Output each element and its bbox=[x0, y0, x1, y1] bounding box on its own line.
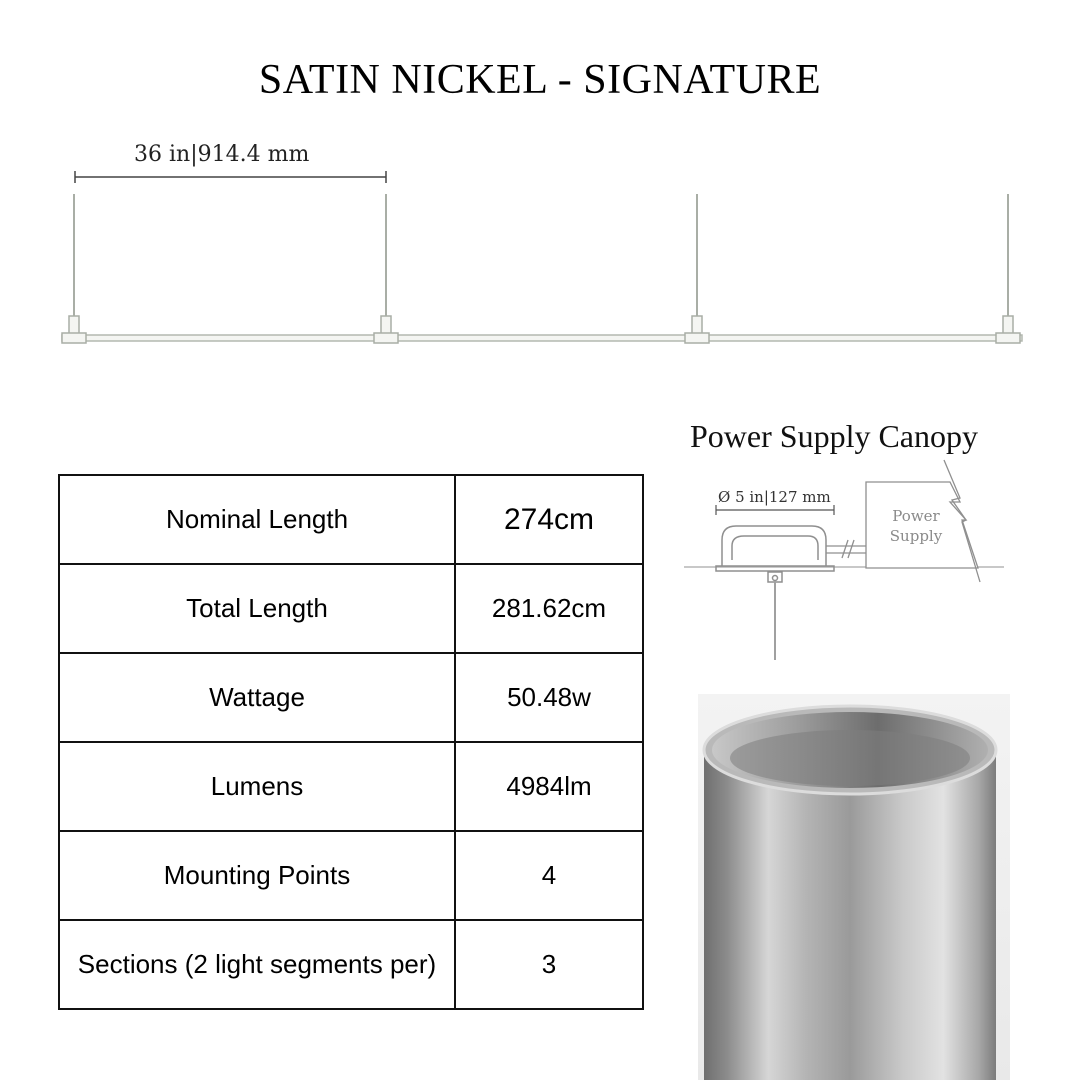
spec-value: 4984lm bbox=[455, 742, 643, 831]
spec-label: Sections (2 light segments per) bbox=[59, 920, 455, 1009]
spec-value: 3 bbox=[455, 920, 643, 1009]
power-supply-label: Power Supply bbox=[889, 507, 943, 545]
table-row bbox=[59, 475, 643, 564]
segment-dimension-label: 36 in|914.4 mm bbox=[134, 142, 310, 167]
table-row bbox=[59, 742, 643, 831]
table-row bbox=[59, 564, 643, 653]
canopy-title: Power Supply Canopy bbox=[690, 418, 978, 454]
spec-label: Nominal Length bbox=[59, 475, 455, 564]
spec-value: 50.48w bbox=[455, 653, 643, 742]
specs-table bbox=[58, 474, 644, 1010]
satin-nickel-finish-image bbox=[698, 694, 1010, 1080]
spec-value: 274cm bbox=[455, 475, 643, 564]
canopy-body bbox=[716, 526, 834, 582]
table-row bbox=[59, 653, 643, 742]
spec-label: Mounting Points bbox=[59, 831, 455, 920]
table-row bbox=[59, 920, 643, 1009]
spec-label: Lumens bbox=[59, 742, 455, 831]
spec-value: 281.62cm bbox=[455, 564, 643, 653]
table-row bbox=[59, 831, 643, 920]
spec-value: 4 bbox=[455, 831, 643, 920]
spec-label: Wattage bbox=[59, 653, 455, 742]
spec-label: Total Length bbox=[59, 564, 455, 653]
page-title: SATIN NICKEL - SIGNATURE bbox=[258, 57, 822, 103]
canopy-diameter-label: Ø 5 in|127 mm bbox=[718, 488, 831, 506]
